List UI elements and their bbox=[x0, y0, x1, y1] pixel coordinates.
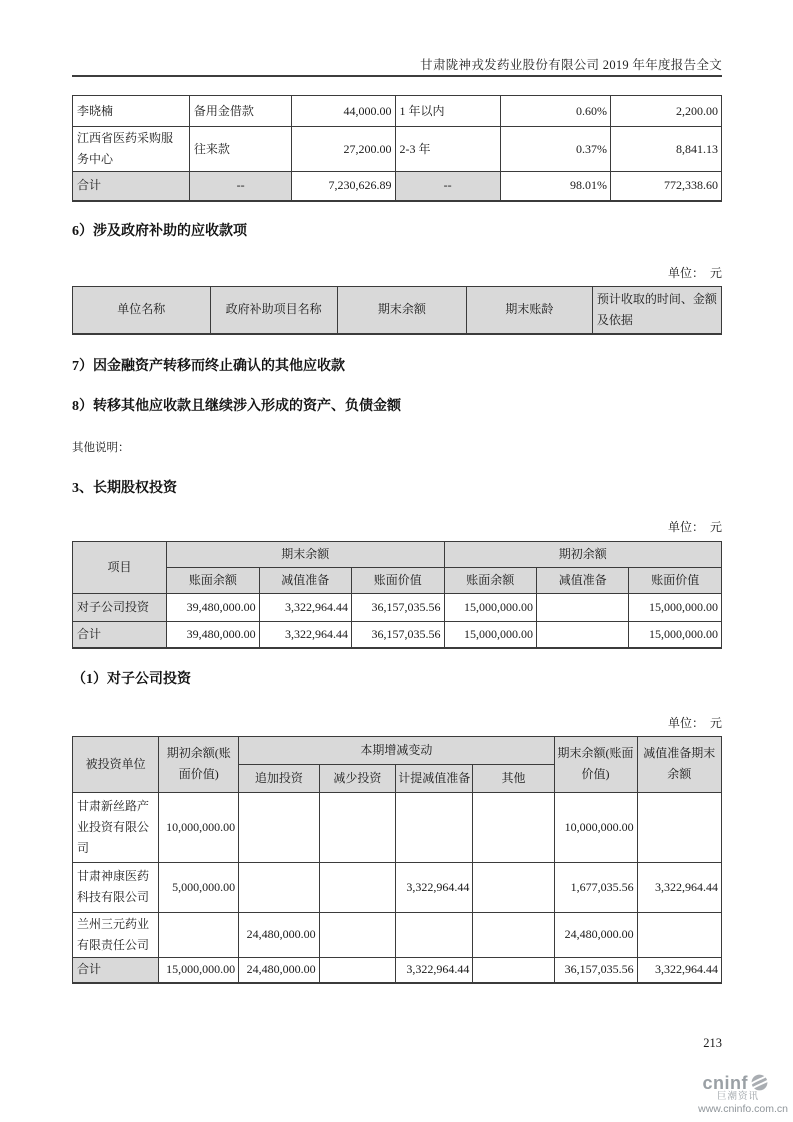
table-row bbox=[73, 622, 722, 648]
table-cell: 期末余额 bbox=[167, 542, 444, 568]
table-cell: 合计 bbox=[73, 622, 167, 648]
table-cell: 15,000,000.00 bbox=[629, 622, 722, 648]
table-cell: 39,480,000.00 bbox=[167, 622, 259, 648]
long-term-equity-investment-table bbox=[72, 541, 722, 649]
cninfo-chinese-name: 巨潮资讯 bbox=[716, 1092, 759, 1102]
cninfo-watermark bbox=[698, 1073, 788, 1116]
table-cell bbox=[637, 912, 721, 957]
table-cell bbox=[637, 792, 721, 862]
table-cell: 2,200.00 bbox=[610, 96, 721, 127]
table-cell: 39,480,000.00 bbox=[167, 594, 259, 622]
table-cell: 15,000,000.00 bbox=[444, 594, 536, 622]
table-row bbox=[73, 172, 722, 201]
table-cell bbox=[319, 792, 396, 862]
other-receivables-counterparty-table bbox=[72, 95, 722, 202]
table-cell: 账面余额 bbox=[444, 568, 536, 594]
table-cell: 往来款 bbox=[189, 127, 292, 172]
table-cell: 24,480,000.00 bbox=[239, 957, 319, 983]
table-cell bbox=[159, 912, 239, 957]
table-cell: 5,000,000.00 bbox=[159, 862, 239, 912]
other-note: 其他说明： bbox=[72, 442, 130, 454]
table-cell: -- bbox=[395, 172, 500, 201]
table-cell: 对子公司投资 bbox=[73, 594, 167, 622]
table-cell: 备用金借款 bbox=[189, 96, 292, 127]
table-cell: 15,000,000.00 bbox=[444, 622, 536, 648]
table-row bbox=[73, 912, 722, 957]
table-cell: 2-3 年 bbox=[395, 127, 500, 172]
table-row bbox=[73, 792, 722, 862]
table-cell bbox=[396, 792, 473, 862]
table-cell bbox=[319, 862, 396, 912]
table-cell: 本期增减变动 bbox=[239, 736, 554, 764]
table-cell: 0.37% bbox=[500, 127, 610, 172]
table-cell: 772,338.60 bbox=[610, 172, 721, 201]
table-cell: 44,000.00 bbox=[292, 96, 395, 127]
table-cell: 计提减值准备 bbox=[396, 764, 473, 792]
table-cell bbox=[319, 957, 396, 983]
section-7-heading: 7）因金融资产转移而终止确认的其他应收款 bbox=[72, 359, 345, 374]
table-cell: 追加投资 bbox=[239, 764, 319, 792]
cninfo-globe-icon bbox=[750, 1073, 769, 1092]
table-cell bbox=[396, 912, 473, 957]
table-cell: 1,677,035.56 bbox=[554, 862, 637, 912]
table-cell: 3,322,964.44 bbox=[259, 622, 351, 648]
table-row bbox=[73, 736, 722, 764]
table-cell: 减值准备 bbox=[536, 568, 628, 594]
table-cell: 李晓楠 bbox=[73, 96, 190, 127]
table-row bbox=[73, 286, 722, 334]
cninfo-logo-text: cninf bbox=[702, 1072, 748, 1093]
table-cell bbox=[473, 792, 554, 862]
table-cell: 期末余额(账面价值) bbox=[554, 736, 637, 792]
table-cell: 24,480,000.00 bbox=[554, 912, 637, 957]
table-cell: 0.60% bbox=[500, 96, 610, 127]
table-cell: 3,322,964.44 bbox=[637, 957, 721, 983]
table-cell: 1 年以内 bbox=[395, 96, 500, 127]
table-cell bbox=[473, 862, 554, 912]
table-cell: 7,230,626.89 bbox=[292, 172, 395, 201]
table-cell: 期末账龄 bbox=[466, 286, 592, 334]
table-cell: 3,322,964.44 bbox=[259, 594, 351, 622]
table-cell: 期初余额 bbox=[444, 542, 722, 568]
table-cell bbox=[319, 912, 396, 957]
table-cell bbox=[473, 912, 554, 957]
page-content bbox=[72, 95, 722, 984]
table-cell: 被投资单位 bbox=[73, 736, 159, 792]
table-row bbox=[73, 127, 722, 172]
table-cell: 其他 bbox=[473, 764, 554, 792]
table-cell: 10,000,000.00 bbox=[159, 792, 239, 862]
table-cell: 项目 bbox=[73, 542, 167, 594]
table-cell: 账面价值 bbox=[352, 568, 444, 594]
table-cell: 3,322,964.44 bbox=[396, 957, 473, 983]
page-number: 213 bbox=[703, 1036, 722, 1050]
table-row bbox=[73, 594, 722, 622]
table-cell: 36,157,035.56 bbox=[352, 594, 444, 622]
cninfo-logo-row bbox=[698, 1073, 769, 1092]
table-cell: 合计 bbox=[73, 172, 190, 201]
table-row bbox=[73, 96, 722, 127]
table-cell bbox=[536, 594, 628, 622]
table-cell bbox=[473, 957, 554, 983]
page-header bbox=[72, 0, 722, 77]
table-cell: 98.01% bbox=[500, 172, 610, 201]
table-cell: 兰州三元药业有限责任公司 bbox=[73, 912, 159, 957]
unit-label: 单位： 元 bbox=[667, 520, 722, 534]
report-title: 甘肃陇神戎发药业股份有限公司 2019 年年度报告全文 bbox=[420, 58, 722, 72]
table-cell: 27,200.00 bbox=[292, 127, 395, 172]
table-cell: 3,322,964.44 bbox=[396, 862, 473, 912]
table-cell: 预计收取的时间、金额及依据 bbox=[592, 286, 721, 334]
table-cell: 24,480,000.00 bbox=[239, 912, 319, 957]
table-cell: 账面余额 bbox=[167, 568, 259, 594]
table-cell: 15,000,000.00 bbox=[159, 957, 239, 983]
section-3-1-heading: （1）对子公司投资 bbox=[72, 671, 191, 687]
table-cell: 3,322,964.44 bbox=[637, 862, 721, 912]
section-6-heading: 6）涉及政府补助的应收款项 bbox=[72, 223, 247, 239]
unit-label: 单位： 元 bbox=[667, 715, 722, 730]
subsidiary-investment-table bbox=[72, 736, 722, 985]
section-8-heading: 8）转移其他应收款且继续涉入形成的资产、负债金额 bbox=[72, 399, 401, 414]
table-cell: 账面价值 bbox=[629, 568, 722, 594]
table-cell: 减值准备期末余额 bbox=[637, 736, 721, 792]
table-cell: 15,000,000.00 bbox=[629, 594, 722, 622]
table-cell: 8,841.13 bbox=[610, 127, 721, 172]
table-cell: 江西省医药采购服务中心 bbox=[73, 127, 190, 172]
table-cell: -- bbox=[189, 172, 292, 201]
table-cell bbox=[239, 792, 319, 862]
table-cell: 36,157,035.56 bbox=[352, 622, 444, 648]
table-cell: 政府补助项目名称 bbox=[210, 286, 337, 334]
unit-label: 单位： 元 bbox=[667, 265, 722, 280]
table-cell: 单位名称 bbox=[73, 286, 211, 334]
table-row bbox=[73, 568, 722, 594]
gov-subsidy-receivables-table bbox=[72, 286, 722, 336]
table-cell: 甘肃神康医药科技有限公司 bbox=[73, 862, 159, 912]
table-cell bbox=[239, 862, 319, 912]
table-cell: 期末余额 bbox=[337, 286, 466, 334]
table-row bbox=[73, 862, 722, 912]
table-row bbox=[73, 957, 722, 983]
table-cell: 减少投资 bbox=[319, 764, 396, 792]
table-cell: 甘肃新丝路产业投资有限公司 bbox=[73, 792, 159, 862]
table-cell: 10,000,000.00 bbox=[554, 792, 637, 862]
section-3-heading: 3、长期股权投资 bbox=[72, 481, 177, 496]
table-cell: 36,157,035.56 bbox=[554, 957, 637, 983]
table-row bbox=[73, 542, 722, 568]
table-cell bbox=[536, 622, 628, 648]
table-cell: 期初余额(账面价值) bbox=[159, 736, 239, 792]
table-cell: 合计 bbox=[73, 957, 159, 983]
table-cell: 减值准备 bbox=[259, 568, 351, 594]
cninfo-website-url: www.cninfo.com.cn bbox=[698, 1103, 788, 1115]
